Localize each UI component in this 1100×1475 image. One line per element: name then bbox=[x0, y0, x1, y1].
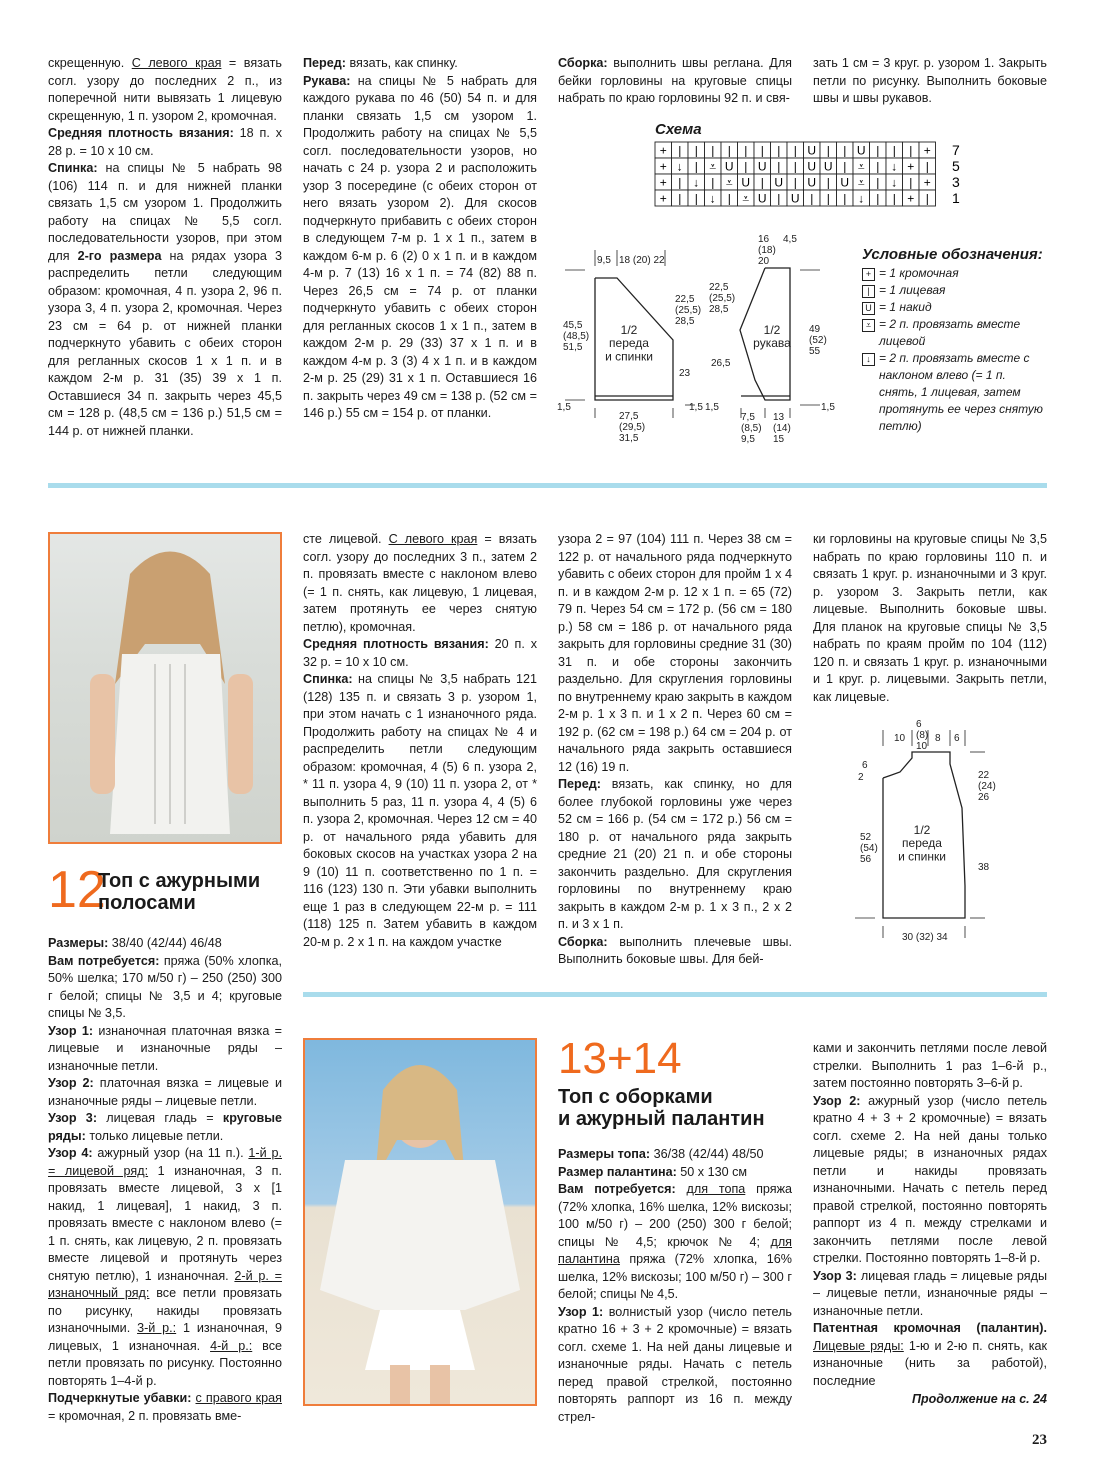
dim-label: 22,5 (25,5) 28,5 bbox=[675, 294, 702, 327]
chart-symbol: | bbox=[843, 143, 847, 158]
chart-symbol: | bbox=[678, 191, 682, 206]
chart-symbol: U bbox=[774, 175, 784, 190]
chart-symbol: | bbox=[793, 159, 797, 174]
m1314-col-3: Размеры топа: 36/38 (42/44) 48/50 Размер палантина: 50 х 130 см Вам потребуется: для топа пряжа (72% хлопка, 16% шелка, 12% вискозы; 100 м/50 г) – 200 (250) 300 г белой; спицы № 4,5; крючок № 4; для палантина пряжа (72% хлопка, 16% шелка, 12% вискозы; 100 м/50 г) – 300 г белой; спицы № 4,5. Узор 1: волнистый узор (число петель кратно 16 + 3 + 2 кромочные) = вязать согл. схеме 1. На ней даны лицевые и изнаночные ряды. Начать с петель перед правой стрелкой, постоянно повторять раппорт из 16 п. между стрел- bbox=[558, 1147, 793, 1424]
chart-symbol: | bbox=[925, 159, 929, 174]
dim-label: 22 (24) 26 bbox=[978, 770, 996, 803]
chart-symbol: | bbox=[777, 191, 781, 206]
chart-symbol: | bbox=[876, 143, 880, 158]
piece-label: 1/2 переда и спинки bbox=[898, 823, 946, 864]
m12-col-4: ки горловины на круговые спицы № 3,5 набрать по краю горловины 110 п. и связать 1 круг. р. изнаночными и 3 круг. р. узором 3. Закрыть петли, как лицевые. Выполнить боковые швы. Для планок на круговые спицы № 3,5 набрать по краям пройм по 104 (112) 120 п. и связать 1 круг. р. изнаночными и 1 круг. р. лицевыми. Закрыть петли, как лицевые. bbox=[813, 532, 1047, 704]
model-12-number: 12 bbox=[48, 861, 106, 919]
chart-symbol: + bbox=[659, 175, 667, 190]
dim-label: 27,5 (29,5) 31,5 bbox=[619, 411, 646, 444]
chart-symbol: | bbox=[826, 143, 830, 158]
chart-symbol: | bbox=[711, 143, 715, 158]
dim-label: 49 (52) 55 bbox=[809, 324, 827, 357]
chart-symbol: U bbox=[807, 143, 817, 158]
dim-label: 7,5 (8,5) 9,5 bbox=[741, 412, 762, 445]
chart-symbol: U bbox=[757, 191, 767, 206]
chart-symbol: | bbox=[793, 143, 797, 158]
model-12-title: Топ с ажурными полосами bbox=[98, 870, 261, 914]
chart-symbol: | bbox=[826, 191, 830, 206]
chart-symbol: + bbox=[907, 159, 915, 174]
section-divider bbox=[303, 992, 1047, 997]
chart-symbol: U bbox=[856, 143, 866, 158]
dim-label: 2 bbox=[858, 772, 864, 783]
chart-symbol: | bbox=[744, 143, 748, 158]
m12-col-1: Размеры: 38/40 (42/44) 46/48 Вам потребуется: пряжа (50% хлопка, 50% шелка; 170 м/50 г) – 250 (250) 300 г белой; спицы № 3,5 и 4; круговые спицы № 3,5. Узор 1: изнаночная платочная вязка = лицевые и изнаночные ряды – изнаночные петли. Узор 2: платочная вязка = лицевые и изнаночные ряды – лицевые петли. Узор 3: лицевая гладь = круговые ряды: только лицевые петли. Узор 4: ажурный узор (на 11 п.). 1-й р. = лицевой ряд: 1 изнаночная, 3 п. провязать вместе лицевой, 3 х [1 накид, 1 лицевая], 1 накид, 3 п. провязать вместе с наклоном влево (= 1 п. снять, как лицевую, 2 п. провязать вместе лицевой и протянуть через снятую петлю), 1 изнаночная. 2-й р. = изнаночный ряд: все петли провязать по рисунку, накиды провязать изнаночными. 3-й р.: 1 изнаночная, 9 лицевых, 1 изнаночная. 4-й р.: все петли провязать по рисунку. Постоянно повторять 1–4-й р. Подчеркнутые убавки: с правого края = кромочная, 2 п. провязать вме- bbox=[48, 936, 283, 1423]
legend-text: = 1 кромочная bbox=[879, 266, 959, 280]
dim-label: 16 (18) 20 bbox=[758, 234, 776, 267]
pattern-diagram-2 bbox=[850, 718, 1050, 950]
chart-symbol: U bbox=[757, 159, 767, 174]
dim-label: 52 (54) 56 bbox=[860, 832, 878, 865]
chart-symbol: ↓ bbox=[709, 191, 716, 206]
top-col-2: Перед: вязать, как спинку. Рукава: на спицы № 5 набрать для каждого рукава по 46 (50) 54 п. и для планки связать 1,5 см узором 1. Продолжить работу на спицах № 5,5 согл. последовательности узоров, но начать с 24 р. узора 2 и расположить узор 3 посередине (с обеих сторон от него вязать узором 2). Для скосов подчеркнуто прибавить с обеих сторон в следующем 7-м р. 1 х 1 п., затем в каждом 6-м р. 6 (2) 0 х 1 п. и в каждом 4-м р. 7 (13) 16 х 1 п. = 74 (82) 88 п. Через 26,5 см = 74 р. от планки подчеркнуто убавить с обеих сторон для регланных скосов 1 х 1 п., затем в каждом 2-м р. 29 (33) 37 х 1 п. и в каждом 4-м р. 3 (3) 4 х 1 п. и в каждом 2-м р. 25 (29) 31 х 1 п. Оставшиеся 16 п. закрыть через 49 см = 138 р. (52 см = 146 р.) 55 см = 154 р. от планки. bbox=[303, 56, 537, 420]
dim-label: 22,5 (25,5) 28,5 bbox=[709, 282, 736, 315]
chart-symbol: | bbox=[711, 175, 715, 190]
legend-symbol: ⩡ bbox=[862, 319, 875, 332]
model-12-photo bbox=[48, 532, 282, 844]
chart-symbol: ↓ bbox=[891, 159, 898, 174]
chart-symbol: | bbox=[876, 175, 880, 190]
dim-label: 4,5 bbox=[783, 234, 797, 245]
chart-symbol: | bbox=[876, 191, 880, 206]
legend-title: Условные обозначения: bbox=[862, 246, 1043, 263]
pattern-diagram-1 bbox=[555, 230, 845, 450]
model-13-14-title: Топ с оборками и ажурный палантин bbox=[558, 1086, 765, 1130]
legend-symbol: | bbox=[862, 285, 875, 298]
chart-symbol: + bbox=[659, 143, 667, 158]
legend-symbol: ↓ bbox=[862, 353, 875, 366]
chart-symbol: + bbox=[659, 191, 667, 206]
chart-symbol: U bbox=[807, 175, 817, 190]
chart-symbol: | bbox=[876, 159, 880, 174]
row-number: 3 bbox=[952, 174, 960, 190]
chart-symbol: ⩡ bbox=[709, 159, 717, 174]
chart-symbol: | bbox=[892, 143, 896, 158]
legend-item bbox=[862, 299, 1047, 316]
chart-symbol: | bbox=[777, 143, 781, 158]
chart-symbol: U bbox=[790, 191, 800, 206]
chart-symbol: U bbox=[724, 159, 734, 174]
dim-label: 1,5 bbox=[821, 402, 835, 413]
chart-symbol: U bbox=[840, 175, 850, 190]
chart-symbol: U bbox=[807, 159, 817, 174]
chart-symbol: | bbox=[727, 191, 731, 206]
dim-label: 26,5 bbox=[711, 358, 731, 369]
section-divider bbox=[48, 483, 1047, 488]
m12-col-2: сте лицевой. С левого края = вязать согл. узору до последних 3 п., затем 2 п. провязать вместе с наклоном влево (= 1 п. снять, как лицевую, 1 лицевая, затем протянуть ее через снятую петлю), кромочная. Средняя плотность вязания: 20 п. х 32 р. = 10 х 10 см. Спинка: на спицы № 3,5 набрать 121 (128) 135 п. и связать 3 р. узором 1, при этом начать с 1 изнаночного ряда. Продолжить работу на спицах № 4 и распределить петли следующим образом: кромочная, 4 (5) 6 п. узора 2, * 11 п. узора 4, 9 (10) 11 п. узора 2, от * выполнить 5 раз, 11 п. узора 4, 4 (5) 6 п. узора 2, кромочная. Через 12 см = 40 р. от начального ряда убавить для боковых скосов на участках узора 2 на 9 (10) 11 п. соответственно по 1 п. = 116 (123) 130 п. Эти убавки выполнить еще 1 раз в следующем 22-м р. = 111 (118) 125 п. Затем убавить в каждом 20-м р. 2 х 1 п. на каждом участке bbox=[303, 532, 537, 949]
dim-label: 9,5 bbox=[597, 255, 611, 266]
chart-symbol: ↓ bbox=[891, 175, 898, 190]
continued-note: Продолжение на с. 24 bbox=[912, 1392, 1047, 1406]
dim-label: 23 bbox=[679, 368, 691, 379]
chart-symbol: | bbox=[694, 159, 698, 174]
legend bbox=[862, 246, 1047, 435]
chart-symbol: | bbox=[694, 143, 698, 158]
chart-symbol: | bbox=[744, 159, 748, 174]
dim-label: 45,5 (48,5) 51,5 bbox=[563, 320, 590, 353]
piece-label: 1/2 рукава bbox=[753, 323, 791, 351]
chart-symbol: | bbox=[793, 175, 797, 190]
dim-label: 1,5 bbox=[705, 402, 719, 413]
chart-symbol: | bbox=[810, 191, 814, 206]
page-number: 23 bbox=[1032, 1432, 1047, 1448]
legend-text: = 2 п. провязать вместе с наклоном влево (= 1 п. снять, 1 лицевая, затем протянуть ее через снятую петлю) bbox=[879, 351, 1043, 433]
chart-symbol: ⩡ bbox=[857, 159, 865, 174]
row-number: 1 bbox=[952, 190, 960, 206]
model-13-14-photo bbox=[303, 1038, 537, 1406]
legend-item bbox=[862, 316, 1047, 350]
m12-col-3: узора 2 = 97 (104) 111 п. Через 38 см = 122 р. от начального ряда подчеркнуто убавить с обеих сторон для пройм 1 х 4 п. и в каждом 2-м р. 12 х 1 п. = 65 (72) 79 п. Через 54 см = 172 р. (56 см = 180 р.) 58 см = 186 р. от начального ряда закрыть для горловины средние 31 (30) 31 п. и обе стороны закончить раздельно. Для скругления горловины по внутреннему краю закрыть в каждом 2-м р. 1 х 3 п. и 1 х 2 п. Через 60 см = 192 р. (62 см = 198 р.) 64 см = 204 р. от начального ряда закрыть оставшиеся 12 (16) 19 п. Перед: вязать, как спинку, но для более глубокой горловины уже через 52 см = 166 р. (54 см = 172 р.) 56 см = 180 р. от начального ряда закрыть средние 21 (20) 21 п. и обе стороны закончить раздельно. Для скругления горловины по внутреннему краю закрыть в каждом 2-м р. 1 х 3 п., 2 х 2 п. и 3 х 1 п. Сборка: выполнить плечевые швы. Выполнить боковые швы. Для бей- bbox=[558, 532, 792, 966]
legend-item bbox=[862, 265, 1047, 282]
dim-label: 18 (20) 22 bbox=[619, 255, 665, 266]
schema-title: Схема bbox=[655, 121, 702, 138]
chart-symbol: + bbox=[659, 159, 667, 174]
top-col-4: зать 1 см = 3 круг. р. узором 1. Закрыть петли по рисунку. Выполнить боковые швы и швы рукавов. bbox=[813, 56, 1047, 105]
chart-symbol: | bbox=[909, 175, 913, 190]
legend-symbol: + bbox=[862, 268, 875, 281]
chart-symbol: ⩡ bbox=[857, 175, 865, 190]
dim-label: 10 bbox=[894, 733, 906, 744]
dim-label: 8 bbox=[935, 733, 941, 744]
dim-label: 6 bbox=[954, 733, 960, 744]
chart-symbol: | bbox=[777, 159, 781, 174]
chart-symbol: | bbox=[925, 191, 929, 206]
legend-item bbox=[862, 350, 1047, 435]
stitch-chart bbox=[650, 140, 970, 210]
chart-symbol: | bbox=[727, 143, 731, 158]
dim-label: 1,5 bbox=[557, 402, 571, 413]
chart-symbol: ↓ bbox=[693, 175, 700, 190]
model-13-14-number: 13+14 bbox=[558, 1034, 682, 1083]
chart-symbol: | bbox=[694, 191, 698, 206]
legend-symbol: U bbox=[862, 302, 875, 315]
dim-label: 13 (14) 15 bbox=[773, 412, 791, 445]
legend-text: = 1 лицевая bbox=[879, 283, 946, 297]
top-col-3: Сборка: выполнить швы реглана. Для бейки горловины на круговые спицы набрать по краю горловины 92 п. и свя- bbox=[558, 56, 792, 105]
chart-symbol: U bbox=[741, 175, 751, 190]
dim-label: 6 bbox=[862, 760, 868, 771]
chart-symbol: + bbox=[923, 143, 931, 158]
legend-item bbox=[862, 282, 1047, 299]
dim-label: 1,5 bbox=[689, 402, 703, 413]
chart-symbol: ↓ bbox=[676, 159, 683, 174]
piece-label: 1/2 переда и спинки bbox=[605, 323, 653, 364]
legend-text: = 2 п. провязать вместе лицевой bbox=[879, 317, 1021, 348]
row-number: 7 bbox=[952, 142, 960, 158]
chart-symbol: ↓ bbox=[858, 191, 865, 206]
chart-symbol: ⩡ bbox=[742, 191, 750, 206]
dim-label: 38 bbox=[978, 862, 990, 873]
m1314-col-4: ками и закончить петлями после левой стрелки. Выполнить 1 раз 1–6-й р., затем постоянно повторять 3–6-й р. Узор 2: ажурный узор (число петель кратно 4 + 3 + 2 кромочные) = вязать согл. схеме 2. На ней даны только лицевые ряды; в изнаночных рядах петли и накиды провязать изнаночными. Начать с петель перед правой стрелкой, постоянно повторять раппорт из 4 п. между стрелками и закончить петлями после левой стрелки. Постоянно повторять 1–8-й р. Узор 3: лицевая гладь = лицевые ряды – лицевые петли, изнаночные ряды – изнаночные петли. Патентная кромочная (палантин). Лицевые ряды: 1-ю и 2-ю п. снять, как изнаночные (нить за работой), последние bbox=[813, 1041, 1048, 1388]
chart-symbol: + bbox=[923, 175, 931, 190]
chart-symbol: | bbox=[760, 175, 764, 190]
dim-label: 6 (8) 10 bbox=[916, 719, 929, 752]
chart-symbol: | bbox=[909, 143, 913, 158]
chart-symbol: | bbox=[892, 191, 896, 206]
chart-symbol: | bbox=[826, 175, 830, 190]
chart-symbol: | bbox=[678, 143, 682, 158]
chart-symbol: ⩡ bbox=[725, 175, 733, 190]
chart-symbol: + bbox=[907, 191, 915, 206]
row-number: 5 bbox=[952, 158, 960, 174]
chart-symbol: U bbox=[823, 159, 833, 174]
top-col-1: скрещенную. С левого края = вязать согл. узору до последних 2 п., из поперечной нити вывязать 1 лицевую скрещенную, 1 п. узором 2, кромочная. Средняя плотность вязания: 18 п. х 28 р. = 10 х 10 см. Спинка: на спицы № 5 набрать 98 (106) 114 п. и для нижней планки связать 1,5 см узором 1. Продолжить работу на спицах № 5,5 согл. последовательности узоров, при этом для 2-го размера на рядах узора 3 распределить петли следующим образом: кромочная, 4 п. узора 2, 96 п. узора 3, 4 п. узора 2, кромочная. Через 23 см = 64 р. от нижней планки подчеркнуто убавить с обеих сторон для регланных скосов 1 х 1 п. и в каждом 2-м р. 31 (35) 39 х 1 п. Оставшиеся 34 п. закрыть через 45,5 см = 128 р. (48,5 см = 136 р.) 51,5 см = 144 р. от нижней планки. bbox=[48, 56, 282, 438]
legend-text: = 1 накид bbox=[879, 300, 932, 314]
chart-symbol: | bbox=[843, 191, 847, 206]
chart-symbol: | bbox=[760, 143, 764, 158]
chart-symbol: | bbox=[678, 175, 682, 190]
dim-label: 30 (32) 34 bbox=[902, 932, 948, 943]
chart-symbol: | bbox=[843, 159, 847, 174]
